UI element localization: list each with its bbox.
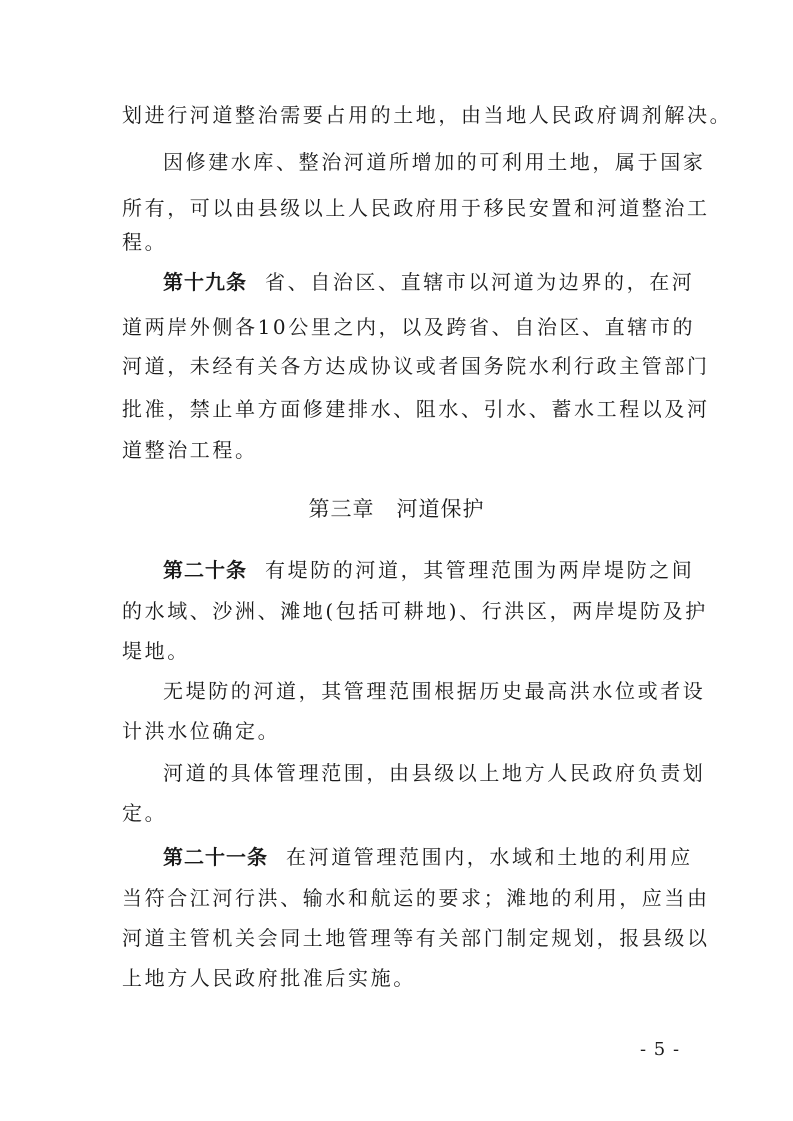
paragraph-line [122,799,692,827]
paragraph-line [122,717,692,745]
chapter-heading [0,495,793,523]
text: 省、自治区、直辖市以河道为边界的，在河 [265,270,695,294]
paragraph-line [163,556,733,584]
text: 无堤防的河道，其管理范围根据历史最高洪水位或者设 [163,679,706,703]
text: 道整治工程。 [122,438,258,462]
paragraph-line [122,313,696,341]
paragraph-line [122,964,692,992]
text: 计洪水位确定。 [122,719,281,743]
text: 划进行河道整治需要占用的土地，由当地人民政府调剂解决。 [122,103,733,127]
paragraph-line [122,884,710,912]
text: 所有，可以由县级以上人民政府用于移民安置和河道整治工 [122,196,710,220]
chapter-number: 第三章 [308,497,375,521]
paragraph-line [122,637,692,665]
paragraph-line [163,843,733,871]
paragraph-line [163,148,733,176]
text: 当符合江河行洪、输水和航运的要求；滩地的利用，应当由 [122,886,710,910]
text: 程。 [122,230,168,254]
paragraph-line [122,352,710,380]
page-number: - 5 - [640,1039,681,1060]
text: 上地方人民政府批准后实施。 [122,966,416,990]
article-heading: 第十九条 [163,270,247,294]
text: 堤地。 [122,639,190,663]
text: 因修建水库、整治河道所增加的可利用土地，属于国家 [163,150,706,174]
paragraph-line [163,759,733,787]
text: 有堤防的河道，其管理范围为两岸堤防之间 [265,558,695,582]
article-heading: 第二十一条 [163,845,268,869]
paragraph-line [122,924,710,952]
paragraph-line [122,101,733,129]
text: 河道主管机关会同土地管理等有关部门制定规划，报县级以 [122,926,710,950]
text: 道两岸外侧各10公里之内，以及跨省、自治区、直辖市的 [122,315,696,339]
paragraph-line [122,436,692,464]
text: 河道的具体管理范围，由县级以上地方人民政府负责划 [163,761,706,785]
text: 定。 [122,801,168,825]
text: 的水域、沙洲、滩地(包括可耕地)、行洪区，两岸堤防及护 [122,599,708,623]
paragraph-line [122,228,692,256]
paragraph-line [122,597,708,625]
paragraph-line [122,194,710,222]
text: 河道，未经有关各方达成协议或者国务院水利行政主管部门 [122,354,710,378]
paragraph-line [163,677,733,705]
text: 在河道管理范围内，水域和土地的利用应 [286,845,693,869]
paragraph-line [122,395,710,423]
paragraph-line [163,268,733,296]
text: 批准，禁止单方面修建排水、阻水、引水、蓄水工程以及河 [122,397,710,421]
article-heading: 第二十条 [163,558,247,582]
chapter-title: 河道保护 [396,497,485,521]
